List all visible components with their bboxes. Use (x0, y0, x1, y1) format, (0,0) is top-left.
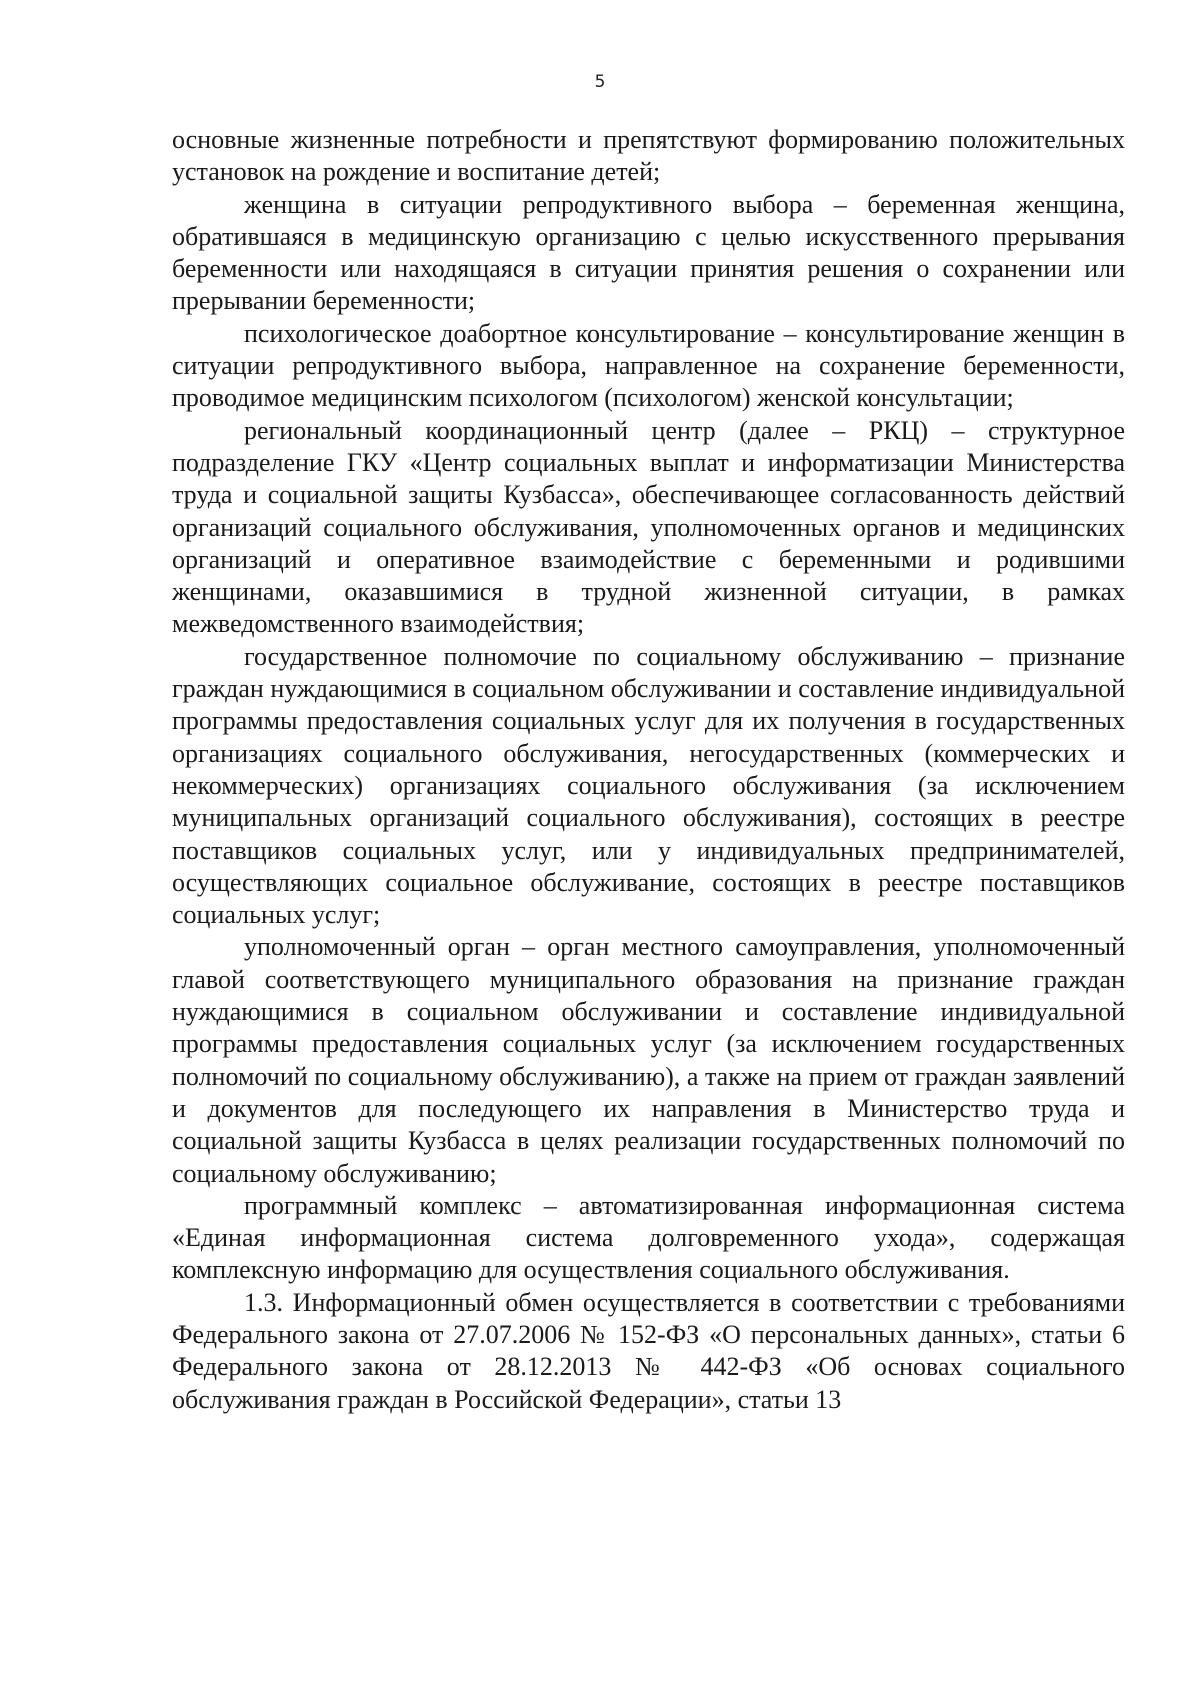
paragraph-software-complex: программный комплекс – автоматизированная информационная система «Единая информационная система долговременного ухода», содержащая комплексную информацию для осуществления социального обслуживания. (172, 1190, 1125, 1285)
paragraph-reproductive-choice: женщина в ситуации репродуктивного выбора – беременная женщина, обратившаяся в медицинскую организацию с целью искусственного прерывания беременности или находящаяся в ситуации принятия решения о сохранении или прерывании беременности; (172, 189, 1125, 316)
paragraph-information-exchange: 1.3. Информационный обмен осуществляется в соответствии с требованиями Федерального закона от 27.07.2006 № 152-ФЗ «О персональных данных», статьи 6 Федерального закона от 28.12.2013 № 442-ФЗ «Об основах социального обслуживания граждан в Российской Федерации», статьи 13 (172, 1287, 1125, 1414)
paragraph-needs-continuation: основные жизненные потребности и препятствуют формированию положительных установок на рождение и воспитание детей; (172, 125, 1125, 187)
document-body (172, 124, 1125, 1416)
page-number: 5 (594, 72, 606, 92)
paragraph-regional-center: региональный координационный центр (далее – РКЦ) – структурное подразделение ГКУ «Центр социальных выплат и информатизации Министерства труда и социальной защиты Кузбасса», обеспечивающее согласованность действий организаций социального обслуживания, уполномоченных органов и медицинских организаций и оперативное взаимодействие с беременными и родившими женщинами, оказавшимися в трудной жизненной ситуации, в рамках межведомственного взаимодействия; (172, 415, 1125, 639)
paragraph-authorized-body: уполномоченный орган – орган местного самоуправления, уполномоченный главой соответствующего муниципального образования на признание граждан нуждающимися в социальном обслуживании и составление индивидуальной программы предоставления социальных услуг (за исключением государственных полномочий по социальному обслуживанию), а также на прием от граждан заявлений и документов для последующего их направления в Министерство труда и социальной защиты Кузбасса в целях реализации государственных полномочий по социальному обслуживанию; (172, 932, 1125, 1188)
paragraph-state-authority: государственное полномочие по социальному обслуживанию – признание граждан нуждающимися в социальном обслуживании и составление индивидуальной программы предоставления социальных услуг для их получения в государственных организациях социального обслуживания, негосударственных (коммерческих и некоммерческих) организациях социального обслуживания (за исключением муниципальных организаций социального обслуживания), состоящих в реестре поставщиков социальных услуг, или у индивидуальных предпринимателей, осуществляющих социальное обслуживание, состоящих в реестре поставщиков социальных услуг; (172, 641, 1125, 930)
paragraph-psychological-counseling: психологическое доабортное консультирование – консультирование женщин в ситуации репродуктивного выбора, направленное на сохранение беременности, проводимое медицинским психологом (психологом) женской консультации; (172, 318, 1125, 413)
